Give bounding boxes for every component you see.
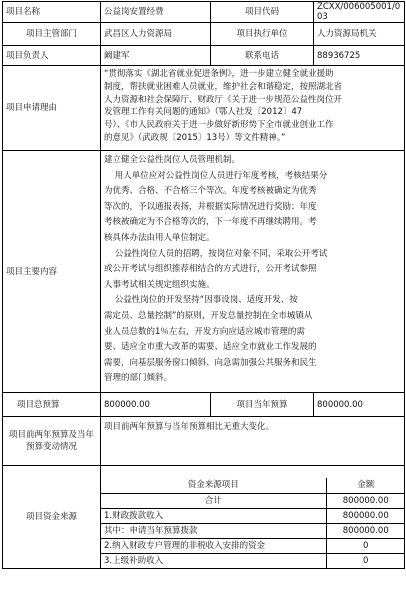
row-change <box>3 417 405 466</box>
fund-header-row <box>101 478 405 493</box>
row-project-name <box>3 2 405 23</box>
content-line: 为优秀、合格、不合格三个等次。年度考核被确定为优秀 <box>104 186 317 197</box>
project-table <box>2 1 405 569</box>
content-line: 考核被确定为不合格等次的，下一年度不再继续聘用。考 <box>104 217 317 228</box>
content-text <box>104 153 401 387</box>
fund-amount: 0 <box>326 553 405 568</box>
fund-cell <box>101 466 405 569</box>
row-fund <box>3 466 405 569</box>
fund-source: 2.纳入财政专户管理的非税收入安排的资金 <box>101 538 326 553</box>
leader-label: 项目负责人 <box>3 46 101 66</box>
dept-value: 武昌区人力资源局 <box>101 23 211 46</box>
reason-line: 人力资源和社会保障厅、财政厅《关于进一步规范公益性岗位开 <box>104 94 343 105</box>
reason-line: 号）、《市人民政府关于进一步做好新形势下全市就业创业工作 <box>104 120 334 131</box>
phone-label: 联系电话 <box>211 46 314 66</box>
fund-row <box>101 538 405 553</box>
content-line: 公益性岗位的开发坚持“因事设岗、适度开发、按 <box>104 295 298 306</box>
row-budget <box>3 393 405 417</box>
fund-row <box>101 493 405 508</box>
fund-amount: 800000.00 <box>326 523 405 538</box>
fund-spacer <box>101 466 404 478</box>
reason-label: 项目申请理由 <box>3 66 101 151</box>
content-line: 管理的部门倾斜。 <box>104 373 173 384</box>
content-label: 项目主要内容 <box>3 151 101 393</box>
content-line: 或公开考试与组织推荐相结合的方式进行，公开考试参照 <box>104 264 317 275</box>
content-line: 用人单位应对公益性岗位人员进行年度考核，考核结果分 <box>104 170 328 181</box>
project-name-label: 项目名称 <box>3 2 101 23</box>
fund-header-amount: 金额 <box>326 478 405 493</box>
fund-label: 项目资金来源 <box>3 466 101 569</box>
exec-value: 人力资源局机关 <box>314 23 405 46</box>
content-line: 核具体办法由用人单位制定。 <box>104 232 215 243</box>
fund-amount: 0 <box>326 538 405 553</box>
fund-row <box>101 508 405 523</box>
row-dept <box>3 23 405 46</box>
fund-source: 1.财政拨款收入 <box>101 508 326 523</box>
reason-text <box>104 68 401 145</box>
reason-line: 发管理工作有关问题的通知》（鄂人社发〔2012〕47 <box>104 107 303 118</box>
content-cell <box>101 151 405 393</box>
change-label: 项目前两年预算及当年预算变动情况 <box>3 417 101 466</box>
content-line: 需要，向基层服务窗口倾斜、向急需加强公共服务和民生 <box>104 357 317 368</box>
cur-budget-value: 800000.00 <box>314 393 405 417</box>
project-code-value: ZCXX/006005001/003 <box>314 2 405 23</box>
dept-label: 项目主管部门 <box>3 23 101 46</box>
reason-line: 制度，帮扶就业困难人员就业，维护社会和谐稳定，按照湖北省 <box>104 81 343 92</box>
project-code-label: 项目代码 <box>211 2 314 23</box>
row-content <box>3 151 405 393</box>
content-line: 人事考试相关规定组织实施。 <box>104 279 215 290</box>
change-value: 项目前两年预算与当年预算相比无重大变化。 <box>101 417 405 466</box>
content-line: 需定员、总量控制”的原则，开发总量控制在全市城镇从 <box>104 310 313 321</box>
content-line: 要、适应全市重大改革的需要、适应全市就业工作发展的 <box>104 342 317 353</box>
fund-table <box>101 478 405 568</box>
fund-source: 合计 <box>101 493 326 508</box>
fund-header-source: 资金来源项目 <box>101 478 326 493</box>
content-line: 等次的，予以通报表扬，并根据实际情况进行奖励；年度 <box>104 201 317 212</box>
cur-budget-label: 项目当年预算 <box>211 393 314 417</box>
row-reason <box>3 66 405 151</box>
project-name-value: 公益岗安置经费 <box>101 2 211 23</box>
budget-value: 800000.00 <box>101 393 211 417</box>
reason-line: “贯彻落实《湖北省就业促进条例》，进一步建立健全就业援助 <box>104 69 334 79</box>
reason-cell <box>101 66 405 151</box>
content-line: 业人员总数的1％左右，开发方向应适应城市管理的需 <box>104 326 305 337</box>
exec-label: 项目执行单位 <box>211 23 314 46</box>
row-leader <box>3 46 405 66</box>
fund-row <box>101 523 405 538</box>
content-line: 建立健全公益性岗位人员管理机制。 <box>104 155 241 165</box>
fund-source: 3.上级补助收入 <box>101 553 326 568</box>
budget-label: 项目总预算 <box>3 393 101 417</box>
fund-source: 其中：申请当年预算拨款 <box>101 523 326 538</box>
reason-line: 的意见》（武政规〔2015〕13号）等文件精神。” <box>104 132 286 143</box>
fund-amount: 800000.00 <box>326 493 405 508</box>
content-line: 公益性岗位人员的招聘，按岗位对象不同，采取公开考试 <box>104 248 328 259</box>
leader-value: 阚建军 <box>101 46 211 66</box>
phone-value: 88936725 <box>314 46 405 66</box>
fund-row <box>101 553 405 568</box>
fund-amount: 800000.00 <box>326 508 405 523</box>
